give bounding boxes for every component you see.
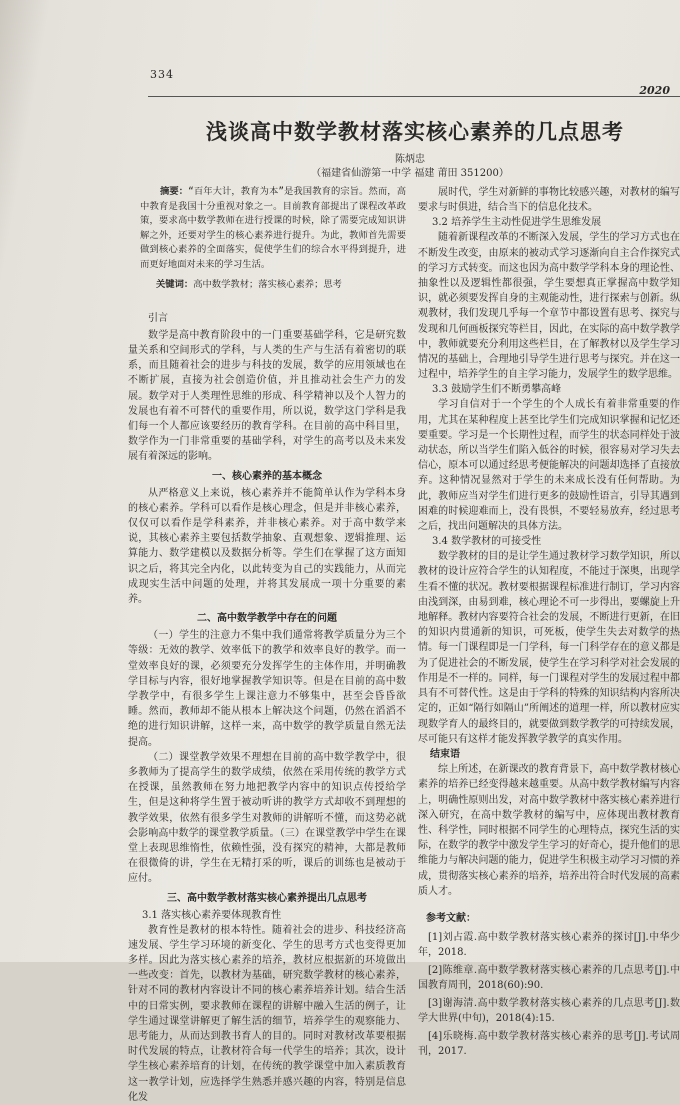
section-2-paragraph-1: （一）学生的注意力不集中我们通常将教学质量分为三个等级：无效的教学、效率低下的教学和效率良好的教学。而一堂效率良好的课，必须要充分发挥学生的主体作用，并明确教学目标与内容，很好地掌握教学知识等。但是在目前的高中数学教学中，有很多学生上课注意力不够集中，甚至会昏昏欲睡。然而，教师却不能从根本上解决这个问题，仍然在滔滔不绝的进行知识讲解，这样一来，高中数学的教学质量自然无法提高。 <box>128 630 406 748</box>
keywords-label: 关键词： <box>156 279 194 290</box>
author-affiliation: （福建省仙游第一中学 福建 莆田 351200） <box>311 168 509 179</box>
section-2-heading: 二、高中数学教学中存在的问题 <box>197 613 337 625</box>
intro-heading: 引言 <box>148 312 168 324</box>
abstract-label: 摘要： <box>160 186 189 197</box>
section-3-2-paragraph: 随着新课程改革的不断深入发展，学生的学习方式也在不断发生改变，由原来的被动式学习逐渐向自主合作探究式的学习方式转变。而这也因为高中数学学科本身的理论性、抽象性以及逻辑性都很强，学生要想真正掌握高中数学知识，就必须要发挥自身的主观能动性，进行探索与创新。纵观教材，我们发现几乎每一个章节中都设置有思考、探究与发现和几何画板探究等栏目，因此，在实际的高中数学教学中，教师就要充分利用这些栏目，在了解教材以及学生学习情况的基础上，合理地引导学生进行思考与探究。并在这一过程中，培养学生的自主学习能力，发展学生的数学思维。 <box>418 232 680 381</box>
section-2-paragraph-2: （二）课堂教学效果不理想在目前的高中数学教学中，很多教师为了提高学生的数学成绩，依然在采用传统的教学方式在授课，虽然教师在努力地把教学内容中的知识点传授给学生，但是这种将学生置于被动听讲的教学方式却收不到理想的教学效果，依然有很多学生对教师的讲解听不懂，而这势必就会影响高中数学的课堂教学质量。（三）在课堂教学中学生在课堂上表现思维惰性，依赖性强，没有探究的精神，大都是教师在很微倚的讲，学生在无精打采的听，课后的训练也是被动于应付。 <box>128 751 406 885</box>
article-title: 浅谈高中数学教材落实核心素养的几点思考 <box>206 120 624 144</box>
section-1-heading: 一、核心素养的基本概念 <box>212 470 322 482</box>
abstract-text: “百年大计，教育为本”是我国教育的宗旨。然而，高中教育是我国十分重视对象之一。目前教育部提出了课程改革政策，要求高中数学教师在进行授课的时候，除了需要完成知识讲解之外，还要对学生的核心素养进行提升。为此，教师首先需要做到核心素养的全面落实，促使学生们的综合水平得到提升，进而更好地面对未来的学习生活。 <box>140 186 406 270</box>
right-column <box>418 185 680 1062</box>
left-column <box>128 185 406 1105</box>
header-rule <box>148 96 680 97</box>
continued-paragraph: 展时代，学生对新鲜的事物比较感兴趣，对教材的编写要求与时俱进，结合当下的信息化技术。 <box>418 187 680 214</box>
section-1-paragraph: 从严格意义上来说，核心素养并不能简单认作为学科本身的核心素养。学科可以看作是核心理念，但是并非核心素养，仅仅可以看作是学科素养，并非核心素养。对于高中数学来说，其核心素养主要包括数学抽象、直观想象、逻辑推理、运算能力、数学建模以及数据分析等。学生们在掌握了这方面知识之后，将其完全内化，以此转变为自己的实践能力，从而完成现实生活中问题的处理，并将其发展成一项十分重要的素养。 <box>128 487 406 605</box>
conclusion-heading: 结束语 <box>430 748 460 760</box>
section-3-4-heading: 3.4 数学教材的可接受性 <box>432 536 542 548</box>
section-3-2-heading: 3.2 培养学生主动性促进学生思维发展 <box>432 217 602 229</box>
section-3-4-paragraph: 数学教材的目的是让学生通过教材学习数学知识，所以教材的设计应符合学生的认知程度，不能过于深奥，出现学生看不懂的状况。教材要根据课程标准进行制订，学习内容由浅到深，由易到难，核心理论不可一步得出，要螺旋上升地解释。教材内容要符合社会的发展，不断进行更新，在旧的知识内贯通新的知识，可死板，使学生失去对数学的热情。每一门课程即是一门学科，每一门科学存在的意义都是为了促进社会的不断发展，使学生在学习科学对社会发展的作用是不一样的。同样，每一门课程对学生的发展过程中都具有不可替代性。这是由于学科的特殊的知识结构内容所决定的，正如“隔行如隔山”所阐述的道理一样，所以教材应实现数学育人的最终目的，就要做到数学教学的可持续发展，尽可能只有这样才能发挥教学教学的真实作用。 <box>418 551 680 745</box>
author-name: 陈炳忠 <box>395 154 425 165</box>
reference-item: [4]乐晓梅.高中数学教材落实核心素养的思考[J].考试周刊，2017. <box>418 1031 680 1058</box>
keywords-text: 高中数学教材；落实核心素养；思考 <box>193 279 342 290</box>
section-3-1-paragraph: 教育性是教材的根本特性。随着社会的进步、科技经济高速发展、学生学习环境的新变化、学生的思考方式也变得更加多样。因此为落实核心素养的培养，教材应根据新的环境做出一些改变：首先，以教材为基础，研究数学教材的核心素养，针对不同的教材内容设计不同的核心素养培养计划。结合生活中的日常实例，要求教师在课程的讲解中融入生活的例子，让学生通过课堂讲解更了解生活的细节，培养学生的观察能力、思考能力，从而达到教书育人的目的。同时对教材改革要根据时代发展的特点，让教材符合每一代学生的培养；其次，设计学生核心素养培育的计划，在传统的教学课堂中加入素质教育这一教学计划，应选择学生熟悉并感兴趣的内容，特别是信息化发 <box>128 924 406 1103</box>
section-3-1-heading: 3.1 落实核心素养要体现教育性 <box>142 909 282 921</box>
reference-item: [2]陈维章.高中数学教材落实核心素养的几点思考[J].中国教育周刊，2018(60):90. <box>418 965 680 992</box>
intro-paragraph: 数学是高中教育阶段中的一门重要基础学科，它是研究数量关系和空间形式的学科，与人类的生产与生活有着密切的联系，而且随着社会的进步与科技的发展，数学的应用领域也在不断扩展，直接为社会创造价值，并且推动社会生产力的发展。数学对于人类理性思维的形成、科学精神以及个人智力的发展也有着不可替代的重要作用，所以说，数学这门学科是我们每一个人都应该要经历的教育学科。在目前的高中科目里，数学作为一门非常重要的基础学科，对学生的高考以及未来发展有着深远的影响。 <box>128 329 406 463</box>
abstract <box>140 185 406 272</box>
section-3-3-paragraph: 学习自信对于一个学生的个人成长有着非常重要的作用，尤其在某种程度上甚至比学生们完成知识掌握和记忆还要重要。学习是一个长期性过程，而学生的状态同样处于波动状态，所以当学生们陷入低谷的时候，很容易对学习失去信心，原本可以通过经思考便能解决的问题却选择了直接放弃。这种情况显然对于学生的未来成长没有任何帮助。为此，教师应当对学生们进行更多的鼓励性语言，引导其遇到困难的时候迎难而上，没有畏惧，不要轻易放弃，经过思考之后，找出问题解决的具体方法。 <box>418 399 680 533</box>
page-number: 334 <box>150 68 174 81</box>
conclusion-paragraph: 综上所述，在新课改的教育背景下，高中数学教材核心素养的培养已经变得越来越重要。从高中数学教材编写内容上，明确性原则出发，对高中数学教材中落实核心素养进行深入研究，在高中数学教材的编写中，应体现出教材教育性、科学性，同时根据不同学生的心理特点，探究生活的实际，在数学的教学中激发学生学习的好奇心，提升他们的思维能力与解决问题的能力，促进学生积极主动学习习惯的养成，贯彻落实核心素养的培养，培养出符合时代发展的高素质人才。 <box>418 764 680 897</box>
section-3-3-heading: 3.3 鼓励学生们不断勇攀高峰 <box>432 384 562 396</box>
section-3-heading: 三、高中数学教材落实核心素养提出几点思考 <box>167 892 367 904</box>
reference-item: [3]谢海清.高中数学教材落实核心素养的几点思考[J].数学大世界(中旬)，2018(4):15. <box>418 998 680 1025</box>
references-heading: 参考文献： <box>426 912 476 924</box>
reference-item: [1]刘占霞.高中数学教材落实核心素养的探讨[J].中华少年，2018. <box>418 932 680 959</box>
keywords <box>156 278 406 293</box>
journal-year: 2020 <box>639 84 670 97</box>
